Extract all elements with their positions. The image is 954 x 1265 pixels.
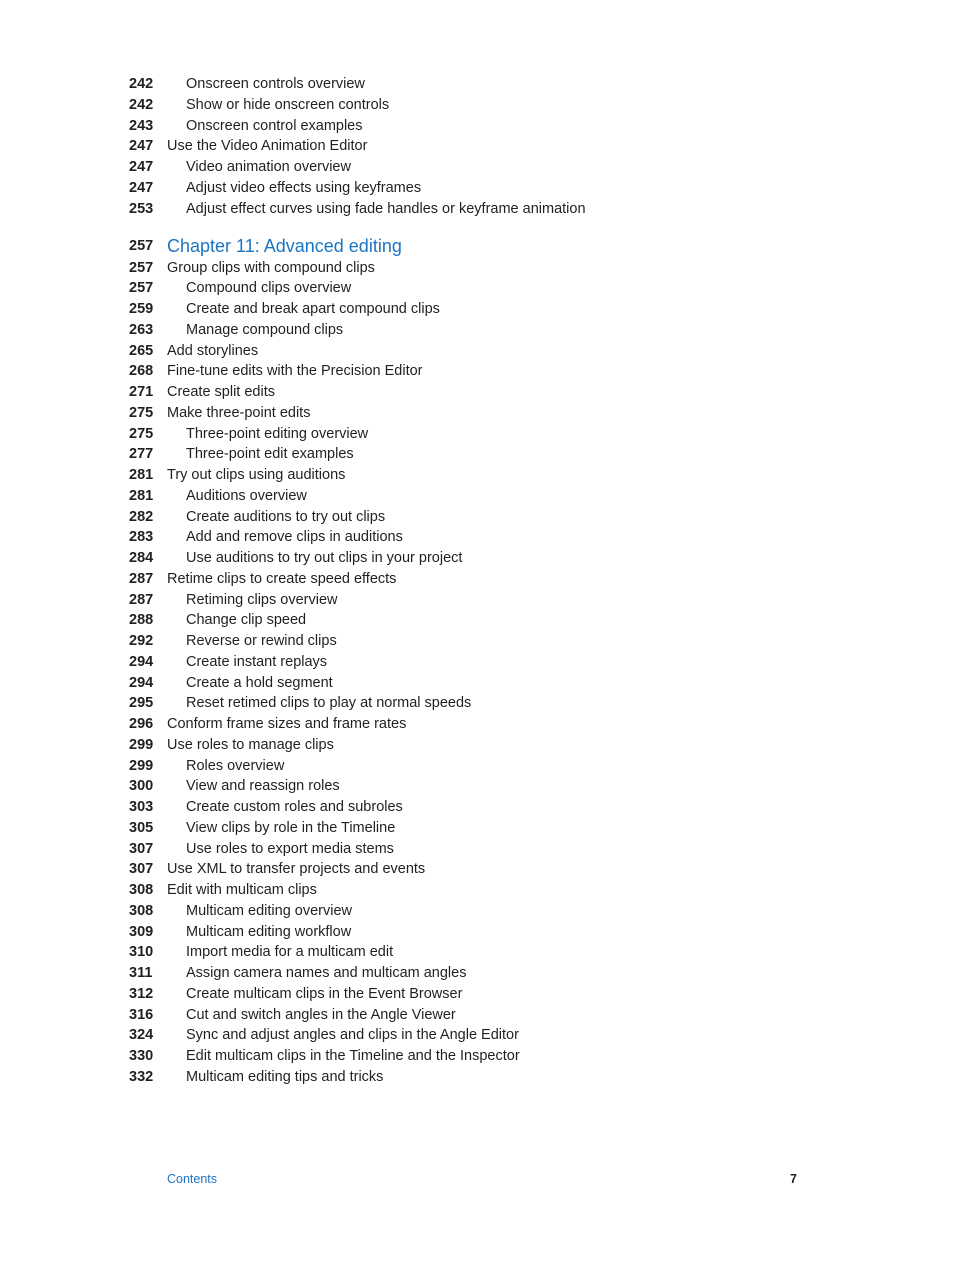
toc-title[interactable]: Three-point editing overview	[186, 426, 369, 442]
toc-title[interactable]: Use auditions to try out clips in your project	[186, 550, 463, 566]
toc-page-number: 307	[129, 841, 154, 857]
toc-title[interactable]: Create multicam clips in the Event Browser	[186, 986, 463, 1002]
toc-title[interactable]: Cut and switch angles in the Angle Viewer	[186, 1007, 456, 1023]
toc-page-number: 283	[129, 529, 154, 545]
toc-page-number: 309	[129, 924, 154, 940]
toc-title[interactable]: Retiming clips overview	[186, 592, 338, 608]
toc-title[interactable]: Create custom roles and subroles	[186, 799, 403, 815]
toc-title[interactable]: Auditions overview	[186, 488, 307, 504]
toc-title[interactable]: Create a hold segment	[186, 675, 333, 691]
toc-page-number: 299	[129, 737, 154, 753]
toc-title[interactable]: Three-point edit examples	[186, 446, 354, 462]
toc-title[interactable]: Group clips with compound clips	[167, 260, 375, 276]
toc-title[interactable]: Multicam editing tips and tricks	[186, 1069, 384, 1085]
toc-title[interactable]: Multicam editing workflow	[186, 924, 352, 940]
toc-page-number: 284	[129, 550, 154, 566]
toc-page-number: 332	[129, 1069, 154, 1085]
toc-page-number: 281	[129, 467, 154, 483]
toc-page-number: 305	[129, 820, 154, 836]
toc-title[interactable]: Adjust effect curves using fade handles or keyframe animation	[186, 201, 586, 217]
toc-page-number: 330	[129, 1048, 154, 1064]
toc-page-number: 257	[129, 238, 154, 254]
toc-page-number: 275	[129, 426, 154, 442]
toc-page-number: 257	[129, 260, 154, 276]
toc-page-number: 271	[129, 384, 154, 400]
toc-title[interactable]: Add and remove clips in auditions	[186, 529, 403, 545]
toc-page-number: 287	[129, 592, 154, 608]
toc-page-number: 253	[129, 201, 154, 217]
toc-title[interactable]: Chapter 11: Advanced editing	[167, 236, 402, 256]
toc-title[interactable]: Reset retimed clips to play at normal speeds	[186, 695, 472, 711]
toc-title[interactable]: Add storylines	[167, 343, 259, 359]
toc-title[interactable]: Change clip speed	[186, 612, 307, 628]
toc-page-number: 265	[129, 343, 154, 359]
toc-title[interactable]: Conform frame sizes and frame rates	[167, 716, 407, 732]
toc-page-number: 308	[129, 903, 154, 919]
toc-page-number: 268	[129, 363, 154, 379]
toc-title[interactable]: Create instant replays	[186, 654, 328, 670]
toc-title[interactable]: Create auditions to try out clips	[186, 509, 386, 525]
toc-page-number: 310	[129, 944, 154, 960]
toc-title[interactable]: Create split edits	[167, 384, 275, 400]
toc-page-number: 296	[129, 716, 154, 732]
toc-page-number: 263	[129, 322, 154, 338]
toc-page-number: 287	[129, 571, 154, 587]
toc-title[interactable]: Multicam editing overview	[186, 903, 353, 919]
toc-page-number: 257	[129, 280, 154, 296]
toc-title[interactable]: Edit with multicam clips	[167, 882, 317, 898]
toc-title[interactable]: Retime clips to create speed effects	[167, 571, 397, 587]
footer-page-number: 7	[790, 1172, 797, 1186]
toc-page-number: 294	[129, 675, 154, 691]
toc-page-number: 288	[129, 612, 154, 628]
toc-title[interactable]: Use roles to export media stems	[186, 841, 394, 857]
toc-page-number: 303	[129, 799, 154, 815]
toc-title[interactable]: Manage compound clips	[186, 322, 344, 338]
toc-page-number: 311	[129, 965, 153, 981]
footer-section-link[interactable]: Contents	[167, 1172, 218, 1186]
toc-page-number: 312	[129, 986, 154, 1002]
toc-page-number: 281	[129, 488, 154, 504]
toc-page-number: 308	[129, 882, 154, 898]
toc-title[interactable]: Edit multicam clips in the Timeline and the Inspector	[186, 1048, 520, 1064]
toc-page-number: 294	[129, 654, 154, 670]
toc-title[interactable]: Show or hide onscreen controls	[186, 97, 390, 113]
toc-title[interactable]: Reverse or rewind clips	[186, 633, 337, 649]
toc-title[interactable]: Roles overview	[186, 758, 285, 774]
toc-title[interactable]: Video animation overview	[186, 159, 351, 175]
toc-title[interactable]: View clips by role in the Timeline	[186, 820, 396, 836]
toc-title[interactable]: Make three-point edits	[167, 405, 311, 421]
toc-title[interactable]: Adjust video effects using keyframes	[186, 180, 422, 196]
toc-title[interactable]: Use the Video Animation Editor	[167, 138, 368, 154]
toc-page-number: 247	[129, 180, 154, 196]
toc-title[interactable]: Use XML to transfer projects and events	[167, 861, 426, 877]
toc-title[interactable]: Try out clips using auditions	[167, 467, 346, 483]
toc-page-number: 242	[129, 76, 154, 92]
toc-page-number: 275	[129, 405, 154, 421]
toc-title[interactable]: Onscreen controls overview	[186, 76, 365, 92]
toc-page-number: 243	[129, 118, 154, 134]
toc-page-number: 295	[129, 695, 154, 711]
toc-page-number: 277	[129, 446, 154, 462]
toc-page-number: 259	[129, 301, 154, 317]
toc-title[interactable]: Onscreen control examples	[186, 118, 363, 134]
toc-title[interactable]: Fine-tune edits with the Precision Editor	[167, 363, 423, 379]
toc-page-number: 292	[129, 633, 154, 649]
toc-title[interactable]: Import media for a multicam edit	[186, 944, 394, 960]
toc-page-number: 300	[129, 778, 154, 794]
toc-page-number: 299	[129, 758, 154, 774]
toc-page-number: 282	[129, 509, 154, 525]
toc-title[interactable]: Assign camera names and multicam angles	[186, 965, 467, 981]
toc-title[interactable]: Sync and adjust angles and clips in the Angle Editor	[186, 1027, 519, 1043]
toc-page-number: 247	[129, 159, 154, 175]
toc-page-number: 307	[129, 861, 154, 877]
toc-page-number: 247	[129, 138, 154, 154]
toc-title[interactable]: Create and break apart compound clips	[186, 301, 440, 317]
toc-page-number: 324	[129, 1027, 154, 1043]
toc-title[interactable]: Compound clips overview	[186, 280, 352, 296]
toc-title[interactable]: View and reassign roles	[186, 778, 340, 794]
toc-page-number: 242	[129, 97, 154, 113]
toc-title[interactable]: Use roles to manage clips	[167, 737, 334, 753]
toc-page-number: 316	[129, 1007, 154, 1023]
